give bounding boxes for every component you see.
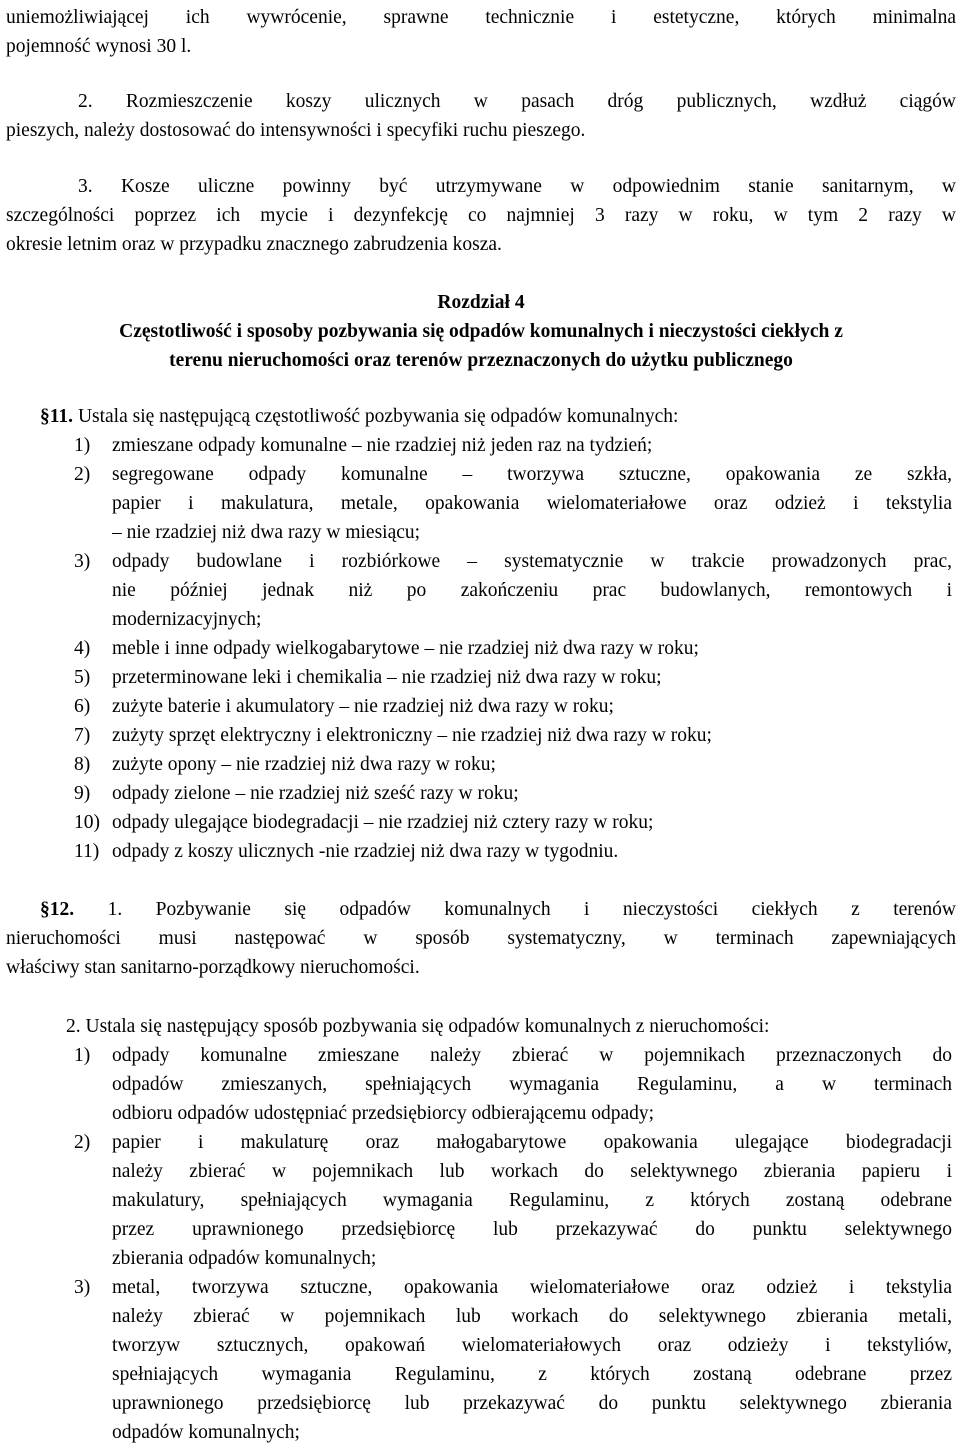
text-line: odpady zielone – nie rzadziej niż sześć razy w roku; [112, 783, 519, 804]
text-line: należy zbierać w pojemnikach lub workach do selektywnego zbierania papieru i [112, 1161, 952, 1182]
list-number: 9) [74, 783, 91, 804]
list-number: 11) [74, 841, 100, 862]
text-line: przez uprawnionego przedsiębiorcę lub przekazywać do punktu selektywnego [112, 1219, 952, 1240]
paragraph-3 [6, 172, 956, 259]
text-line: – nie rzadziej niż dwa razy w miesiącu; [112, 522, 421, 543]
text-line: 2. Rozmieszczenie koszy ulicznych w pasach dróg publicznych, wzdłuż ciągów [78, 91, 956, 112]
text-line: przeterminowane leki i chemikalia – nie rzadziej niż dwa razy w roku; [112, 667, 662, 688]
text-line: szczególności poprzez ich mycie i dezynfekcję co najmniej 3 razy w roku, w tym 2 razy w [6, 205, 956, 226]
chapter-heading [6, 288, 956, 375]
text-line: odpady komunalne zmieszane należy zbierać w pojemnikach przeznaczonych do [112, 1045, 952, 1066]
text-line: nie później jednak niż po zakończeniu prac budowlanych, remontowych i [112, 580, 952, 601]
text-line: segregowane odpady komunalne – tworzywa sztuczne, opakowania ze szkła, [112, 464, 952, 485]
list-number: 7) [74, 725, 91, 746]
text-line: zużyty sprzęt elektryczny i elektroniczny – nie rzadziej niż dwa razy w roku; [112, 725, 712, 746]
list-number: 3) [74, 551, 91, 572]
text-line: zużyte opony – nie rzadziej niż dwa razy w roku; [112, 754, 496, 775]
text-line: okresie letnim oraz w przypadku znacznego zabrudzenia kosza. [6, 234, 502, 255]
text-line: zużyte baterie i akumulatory – nie rzadziej niż dwa razy w roku; [112, 696, 614, 717]
list-number: 5) [74, 667, 91, 688]
text-line: spełniających wymagania Regulaminu, z których zostaną odebrane przez [112, 1364, 952, 1385]
text-line: zmieszane odpady komunalne – nie rzadziej niż jeden raz na tydzień; [112, 435, 653, 456]
section-11 [6, 402, 956, 431]
text-line: odpadów komunalnych; [112, 1422, 300, 1443]
list-number: 10) [74, 812, 100, 833]
text-line: tworzyw sztucznych, opakowań wielomateriałowych oraz odzieży i tekstyliów, [112, 1335, 952, 1356]
list-number: 1) [74, 1045, 91, 1066]
section-symbol: § [40, 899, 50, 920]
text-line: należy zbierać w pojemnikach lub workach do selektywnego zbierania metali, [112, 1306, 952, 1327]
list-number: 4) [74, 638, 91, 659]
text-line: właściwy stan sanitarno-porządkowy nieruchomości. [6, 957, 420, 978]
chapter-subtitle-line: Częstotliwość i sposoby pozbywania się odpadów komunalnych i nieczystości ciekłych z [119, 321, 843, 342]
section-12 [6, 895, 956, 982]
text-line: uprawnionego przedsiębiorcę lub przekazywać do punktu selektywnego zbierania [112, 1393, 952, 1414]
paragraph-2 [6, 87, 956, 145]
text-line: pojemność wynosi 30 l. [6, 36, 192, 57]
list-number: 8) [74, 754, 91, 775]
section-12-p2-intro: 2. Ustala się następujący sposób pozbywania się odpadów komunalnych z nieruchomości: [66, 1016, 770, 1037]
section-number: 12. [49, 899, 75, 920]
text-line: metal, tworzywa sztuczne, opakowania wielomateriałowe oraz odzież i tekstylia [112, 1277, 952, 1298]
text-line: odpady budowlane i rozbiórkowe – systematycznie w trakcie prowadzonych prac, [112, 551, 952, 572]
text-line: zbierania odpadów komunalnych; [112, 1248, 377, 1269]
section-intro-text: Ustala się następującą częstotliwość pozbywania się odpadów komunalnych: [77, 406, 679, 427]
text-line: odpadów zmieszanych, spełniających wymagania Regulaminu, a w terminach [112, 1074, 952, 1095]
list-number: 3) [74, 1277, 91, 1298]
text-line: papier i makulaturę oraz małogabarytowe opakowania ulegające biodegradacji [112, 1132, 952, 1153]
section-11-intro [6, 402, 956, 431]
list-number: 2) [74, 1132, 91, 1153]
text-line: papier i makulatura, metale, opakowania wielomateriałowe oraz odzież i tekstylia [112, 493, 952, 514]
section-number: 11. [49, 406, 74, 427]
continuation-paragraph [6, 3, 956, 61]
list-number: 6) [74, 696, 91, 717]
text-line: odbioru odpadów udostępniać przedsiębiorcy odbierającemu odpady; [112, 1103, 655, 1124]
text-line: makulatury, spełniających wymagania Regulaminu, z których zostaną odebrane [112, 1190, 952, 1211]
text-line: odpady z koszy ulicznych -nie rzadziej niż dwa razy w tygodniu. [112, 841, 619, 862]
list-number: 2) [74, 464, 91, 485]
chapter-title: Rozdział 4 [437, 292, 525, 313]
text-line: uniemożliwiającej ich wywrócenie, sprawne technicznie i estetyczne, których minimalna [6, 7, 956, 28]
text-line: pieszych, należy dostosować do intensywności i specyfiki ruchu pieszego. [6, 120, 586, 141]
section-12-p1-line: 1. Pozbywanie się odpadów komunalnych i nieczystości ciekłych z terenów [107, 899, 956, 920]
chapter-subtitle-line: terenu nieruchomości oraz terenów przeznaczonych do użytku publicznego [169, 350, 793, 371]
text-line: nieruchomości musi następować w sposób systematyczny, w terminach zapewniających [6, 928, 956, 949]
section-12-first-line [6, 895, 956, 924]
text-line: 3. Kosze uliczne powinny być utrzymywane w odpowiednim stanie sanitarnym, w [78, 176, 956, 197]
list-number: 1) [74, 435, 91, 456]
section-12-p2 [6, 1012, 956, 1041]
text-line: modernizacyjnych; [112, 609, 262, 630]
section-symbol: § [40, 406, 50, 427]
text-line: odpady ulegające biodegradacji – nie rzadziej niż cztery razy w roku; [112, 812, 654, 833]
text-line: meble i inne odpady wielkogabarytowe – nie rzadziej niż dwa razy w roku; [112, 638, 699, 659]
